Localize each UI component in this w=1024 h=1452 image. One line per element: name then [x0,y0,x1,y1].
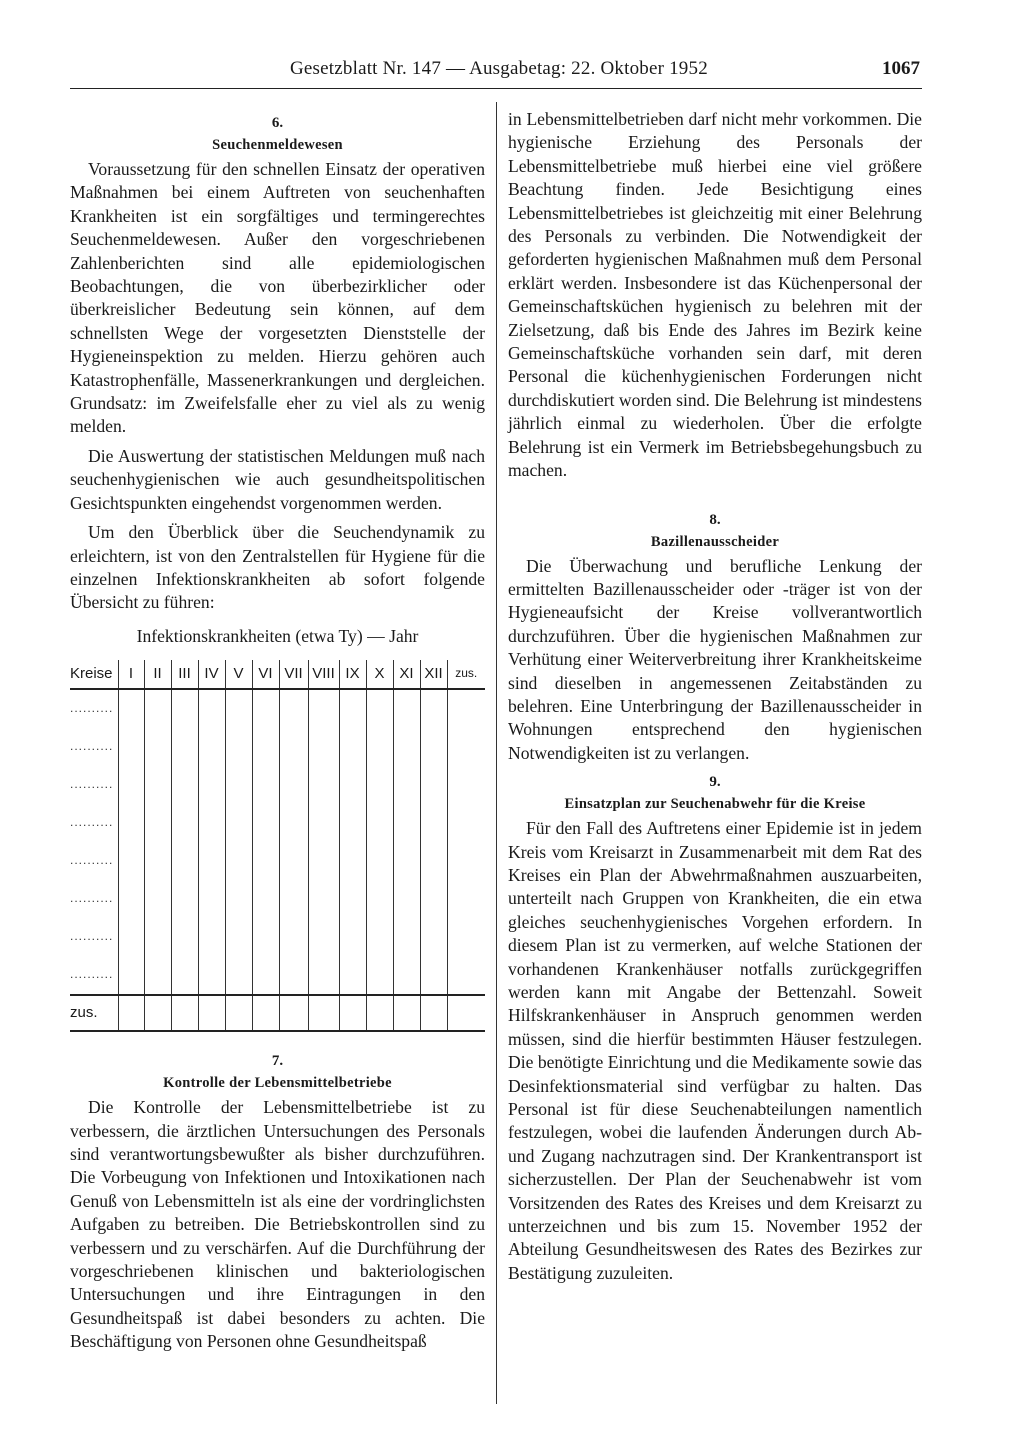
table-cell [198,728,225,766]
table-row [70,804,485,842]
table-cell [225,842,252,880]
table-cell [118,689,144,728]
header-month: X [366,660,393,689]
row-label-leader: .......... [70,777,114,792]
table-row [70,842,485,880]
section-8-number: 8. [709,511,721,528]
total-cell [447,995,485,1030]
table-cell [252,728,279,766]
table-cell [420,766,447,804]
total-label: zus. [70,995,118,1030]
table-cell [393,804,420,842]
table-cell [366,766,393,804]
table-cell [393,728,420,766]
table-cell [198,766,225,804]
table-cell [252,956,279,995]
disease-report-table [70,660,485,1030]
total-cell [366,995,393,1030]
header-month: II [144,660,171,689]
table-cell [225,918,252,956]
row-label-leader: .......... [70,739,114,754]
table-cell [366,918,393,956]
table-cell [447,804,485,842]
table-cell [198,842,225,880]
total-cell [252,995,279,1030]
table-cell [171,804,198,842]
section-6-number: 6. [271,115,284,131]
table-cell [171,842,198,880]
table-cell [225,804,252,842]
table-cell [144,956,171,995]
row-label-leader: .......... [70,815,114,830]
table-cell [447,766,485,804]
table-cell [393,880,420,918]
table-cell [420,689,447,728]
header-kreise: Kreise [70,660,118,689]
table-cell [252,880,279,918]
section-9-number: 9. [709,774,721,791]
section-9-paragraph: Für den Fall des Auftretens einer Epidemie ist in jedem Kreis vom Kreisarzt in Zusammenarbeit mit dem Rat des Kreises ein Plan der Abwehrmaßnahmen auszuarbeiten, unterteilt nach Gruppen von Krankheiten, die ein etwa gleiches seuchenhygienisches Vorgehen erfordern. In diesem Plan ist zu vermerken, auf welche Stationen der vorhandenen Krankenhäuser notfalls zurückgegriffen werden kann mit Angabe der Bettenzahl. Soweit Hilfskrankenhäuser in Anspruch genommen werden müssen, sind die hierfür bestimmten Häuser festzulegen. Die benötigte Einrichtung und die Medikamente sowie das Desinfektionsmaterial sind verfügbar zu halten. Das Personal ist für diese Seuchenabteilungen namentlich festzulegen, wobei die laufenden Änderungen durch Ab- und Zugang nachzutragen sind. Der Krankentransport ist sicherzustellen. Der Plan der Seuchenabwehr ist vom Vorsitzenden des Rates des Kreises und dem Kreisarzt zu unterzeichnen und bis zum 15. November 1952 der Abteilung Gesundheitswesen des Rates des Bezirkes zur Bestätigung zuzuleiten. [508,818,922,1283]
section-7-number: 7. [271,1053,284,1070]
header-month: IV [198,660,225,689]
table-cell [198,956,225,995]
row-label-leader: .......... [70,853,114,868]
section-6-paragraph: Um den Überblick über die Seuchendynamik zu erleichtern, ist von den Zentralstellen für Hygiene für die einzelnen Infektionskrankheiten ab sofort folgende Übersicht zu führen: [70,522,485,613]
table-cell [144,728,171,766]
table-body [70,689,485,1030]
table-cell [144,918,171,956]
table-cell [118,766,144,804]
table-cell [393,689,420,728]
section-8-paragraph: Die Überwachung und berufliche Lenkung der ermittelten Bazillenausscheider oder -träger ist von der Hygieneaufsicht der Kreise vollverantwortlich durchzuführen. Über die hygienischen Maßnahmen zur Verhütung einer Weiterverbreitung ihrer Krankheitskeime sind dieselben in angemessenen Zeitabständen zu belehren. Eine Unterbringung der Bazillenausscheider in Wohnungen entsprechend den hygienischen Notwendigkeiten ist zu verlangen. [508,555,922,763]
table-cell [279,842,308,880]
table-cell [447,918,485,956]
table-cell [339,804,366,842]
table-cell [447,689,485,728]
table-cell [366,956,393,995]
table-row [70,689,485,728]
table-cell [252,842,279,880]
table-cell [225,689,252,728]
row-label-leader: .......... [70,967,114,982]
total-cell [118,995,144,1030]
table-cell [144,766,171,804]
table-cell [144,880,171,918]
table-cell [393,842,420,880]
table-cell [252,804,279,842]
header-month: VII [279,660,308,689]
table-cell [420,804,447,842]
header-month: IX [339,660,366,689]
table-cell [420,918,447,956]
total-cell [308,995,339,1030]
right-column [508,108,922,1285]
table-cell [366,728,393,766]
table-cell [171,766,198,804]
total-cell [279,995,308,1030]
disease-report-table-wrap [70,660,485,1032]
total-cell [420,995,447,1030]
table-row [70,918,485,956]
table-cell [366,689,393,728]
total-cell [339,995,366,1030]
header-month: XI [393,660,420,689]
table-row [70,728,485,766]
table-cell [118,728,144,766]
table-cell [447,728,485,766]
table-cell [144,804,171,842]
left-column [70,108,485,1354]
page-header [70,58,922,89]
table-cell [447,880,485,918]
table-cell [447,842,485,880]
table-cell [279,804,308,842]
table-cell [225,766,252,804]
table-cell [308,766,339,804]
table-cell [118,842,144,880]
table-cell [339,689,366,728]
table-cell [118,880,144,918]
header-month: VI [252,660,279,689]
table-cell [308,918,339,956]
table-cell [393,918,420,956]
header-month: I [118,660,144,689]
table-cell [198,918,225,956]
table-cell [279,689,308,728]
table-cell [279,728,308,766]
table-cell [198,689,225,728]
row-label-leader: .......... [70,701,114,716]
page-number: 1067 [882,58,920,79]
table-cell [308,804,339,842]
table-header-row [70,660,485,689]
table-cell [279,766,308,804]
table-cell [225,880,252,918]
table-cell [420,956,447,995]
running-title: Gesetzblatt Nr. 147 — Ausgabetag: 22. Oktober 1952 [290,58,708,79]
header-month: VIII [308,660,339,689]
table-cell [118,918,144,956]
table-cell [171,956,198,995]
table-cell [308,842,339,880]
table-cell [198,804,225,842]
section-7-title: Kontrolle der Lebensmittelbetriebe [163,1075,392,1092]
table-cell [252,766,279,804]
table-cell [171,880,198,918]
table-cell [393,766,420,804]
table-cell [118,956,144,995]
table-cell [420,728,447,766]
table-row [70,956,485,995]
section-6-paragraph: Voraussetzung für den schnellen Einsatz der operativen Maßnahmen bei einem Auftreten von seuchenhaften Krankheiten ist ein sorgfältiges und termingerechtes Seuchenmeldewesen. Außer den vorgeschriebenen Zahlenberichten sind alle epidemiologischen Beobachtungen, die von überbezirklicher oder überkreislicher Bedeutung sein können, auf dem schnellsten Wege der vorgesetzten Dienststelle der Hygieneinspektion zu melden. Hierzu gehören auch Katastrophenfälle, Massenerkrankungen und dergleichen. Grundsatz: im Zweifelsfalle eher zu viel als zu wenig melden. [70,159,485,437]
table-caption: Infektionskrankheiten (etwa Ty) — Jahr [136,625,419,646]
table-row [70,766,485,804]
total-cell [144,995,171,1030]
table-cell [393,956,420,995]
header-month: III [171,660,198,689]
total-cell [225,995,252,1030]
total-cell [393,995,420,1030]
table-cell [225,728,252,766]
table-cell [171,728,198,766]
table-cell [252,918,279,956]
row-label-leader: .......... [70,929,114,944]
section-7-paragraph-continued: in Lebensmittelbetrieben darf nicht mehr vorkommen. Die hygienische Erziehung des Personals der Lebensmittelbetriebe muß hierbei eine viel größere Beachtung finden. Jede Besichtigung eines Lebensmittelbetriebes ist gleichzeitig mit einer Belehrung des Personals zu verbinden. Die Notwendigkeit der geforderten hygienischen Maßnahmen muß dem Personal erklärt werden. Insbesondere ist das Küchenpersonal der Gemeinschaftsküchen hygienisch zu belehren mit der Zielsetzung, daß bis Ende des Jahres im Bezirk keine Gemeinschaftsküche vorhanden sein darf, mit deren Personal die küchenhygienischen Forderungen nicht durchdiskutiert worden sind. Die Belehrung ist mindestens jährlich einmal zu wiederholen. Über die erfolgte Belehrung ist ein Vermerk im Betriebsbegehungsbuch zu machen. [508,109,922,481]
row-label-leader: .......... [70,891,114,906]
table-cell [308,880,339,918]
table-cell [420,880,447,918]
table-cell [339,728,366,766]
section-8-title: Bazillenausscheider [650,533,780,550]
table-cell [144,689,171,728]
table-cell [279,880,308,918]
section-6-paragraph: Die Auswertung der statistischen Meldungen muß nach seuchenhygienischen wie auch gesundheitspolitischen Gesichtspunkten eingehendst vorgenommen werden. [70,445,485,513]
table-cell [308,728,339,766]
table-cell [198,880,225,918]
table-cell [308,956,339,995]
table-cell [118,804,144,842]
table-cell [420,842,447,880]
total-cell [198,995,225,1030]
table-cell [225,956,252,995]
section-7-paragraph: Die Kontrolle der Lebensmittelbetriebe ist zu verbessern, die ärztlichen Untersuchungen des Personals sind verantwortungsbewußter als bisher durchzuführen. Die Vorbeugung von Infektionen und Intoxikationen nach Genuß von Lebensmitteln ist als eine der vordringlichsten Aufgaben zu betreiben. Die Betriebskontrollen sind zu verbessern und zu verschärfen. Auf die Durchführung der vorgeschriebenen klinischen und bakteriologischen Untersuchungen und ihre Eintragungen in den Gesundheitspaß ist dabei besonders zu achten. Die Beschäftigung von Personen ohne Gesundheitspaß [70,1097,485,1352]
column-divider [496,102,497,1404]
total-cell [171,995,198,1030]
table-cell [279,918,308,956]
table-cell [366,804,393,842]
header-month: XII [420,660,447,689]
table-cell [339,766,366,804]
table-cell [171,689,198,728]
table-total-row [70,995,485,1030]
table-cell [339,842,366,880]
table-cell [366,880,393,918]
table-cell [308,689,339,728]
table-cell [366,842,393,880]
table-cell [252,689,279,728]
section-9-title: Einsatzplan zur Seuchenabwehr für die Kreise [564,796,866,813]
table-cell [339,880,366,918]
header-total: zus. [447,660,485,689]
table-cell [279,956,308,995]
section-6-title: Seuchenmeldewesen [212,137,343,153]
table-cell [339,918,366,956]
table-cell [339,956,366,995]
table-row [70,880,485,918]
table-cell [447,956,485,995]
table-cell [144,842,171,880]
header-month: V [225,660,252,689]
table-cell [171,918,198,956]
